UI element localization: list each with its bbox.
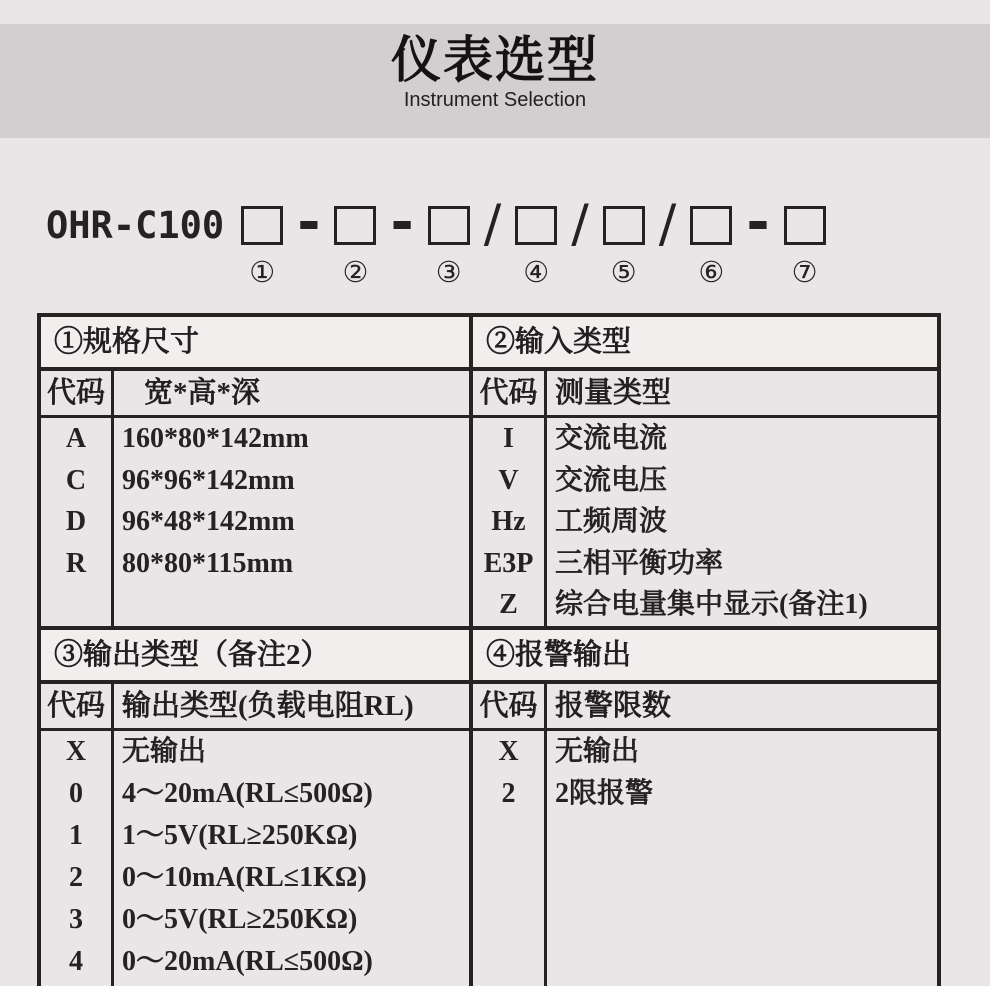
col-header-code: 代码 — [473, 371, 547, 415]
model-position-6 — [689, 206, 733, 287]
title-banner — [0, 24, 990, 138]
table-spec-size-title: ①规格尺寸 — [41, 317, 473, 367]
section-1-data-row — [41, 418, 937, 630]
digit-box-icon — [241, 206, 283, 245]
digit-box-icon — [690, 206, 732, 245]
position-number-5: ⑤ — [610, 255, 637, 289]
code-cell: V — [498, 464, 519, 496]
digit-box-icon — [334, 206, 376, 245]
desc-cell: 96*96*142mm — [122, 464, 295, 496]
position-number-4: ④ — [523, 255, 550, 289]
model-code-prefix: OHR-C100 — [46, 204, 225, 247]
digit-box-icon — [515, 206, 557, 245]
position-number-6: ⑥ — [698, 255, 725, 289]
code-cell: C — [65, 464, 87, 496]
col-header-code: 代码 — [41, 371, 114, 415]
model-position-7 — [783, 206, 827, 287]
desc-cell: 0～5V(RL≥250KΩ) — [122, 904, 358, 935]
digit-box-icon — [428, 206, 470, 245]
code-cell: D — [65, 506, 87, 538]
code-cell: 3 — [69, 904, 83, 935]
digit-box-icon — [784, 206, 826, 245]
selection-tables — [37, 313, 941, 986]
section-1-column-header-row — [41, 371, 937, 418]
section-2-data-row — [41, 731, 937, 986]
model-position-5 — [602, 206, 646, 287]
desc-cell: 交流电压 — [555, 464, 668, 496]
col-header-alarm-limits: 报警限数 — [555, 690, 672, 722]
table-alarm-output-title: ④报警输出 — [486, 639, 632, 671]
desc-cell: 0～10mA(RL≤1KΩ) — [122, 862, 367, 893]
col-header-code: 代码 — [473, 684, 547, 728]
col-header-dimensions: 宽*高*深 — [144, 377, 261, 409]
page-title: 仪表选型 — [391, 32, 599, 88]
dash-separator: - — [746, 190, 770, 255]
section-2-column-header-row — [41, 684, 937, 731]
desc-cell: 三相平衡功率 — [555, 547, 724, 579]
table-input-type-body — [473, 418, 933, 626]
code-cell: E3P — [483, 547, 534, 579]
page-subtitle: Instrument Selection — [403, 89, 587, 111]
digit-box-icon — [603, 206, 645, 245]
table-input-type-title: ②输入类型 — [486, 326, 632, 358]
position-number-3: ③ — [435, 255, 462, 289]
code-cell: A — [65, 423, 87, 454]
col-header-output-type: 输出类型(负载电阻RL) — [122, 690, 414, 722]
code-cell: Hz — [491, 506, 526, 538]
desc-cell: 综合电量集中显示(备注1) — [555, 589, 868, 621]
slash-separator: / — [571, 194, 589, 254]
code-cell: X — [498, 736, 519, 767]
desc-cell: 交流电流 — [555, 423, 668, 454]
section-2-header-row — [41, 630, 937, 684]
table-output-type-title: ③输出类型（备注2） — [41, 630, 473, 680]
code-cell: 1 — [69, 820, 83, 851]
code-cell: X — [65, 736, 87, 767]
code-cell: I — [503, 423, 514, 454]
code-cell: 2 — [69, 862, 83, 893]
desc-cell: 无输出 — [122, 736, 207, 767]
code-cell: 4 — [69, 946, 83, 977]
table-alarm-output-body — [473, 731, 933, 986]
col-header-measure-type: 测量类型 — [555, 377, 672, 409]
desc-cell: 4～20mA(RL≤500Ω) — [122, 778, 373, 809]
col-header-code: 代码 — [41, 684, 114, 728]
desc-cell: 160*80*142mm — [122, 423, 309, 454]
desc-cell: 96*48*142mm — [122, 506, 295, 538]
slash-separator: / — [483, 194, 502, 254]
model-code-line — [46, 190, 827, 289]
code-cell: R — [65, 547, 87, 579]
table-output-type-body — [41, 731, 473, 986]
model-position-3 — [427, 206, 471, 287]
desc-cell: 2限报警 — [555, 778, 654, 809]
desc-cell: 80*80*115mm — [122, 547, 294, 579]
position-number-2: ② — [342, 255, 369, 289]
model-position-1 — [240, 206, 284, 287]
code-cell: 0 — [69, 778, 83, 809]
dash-separator: - — [297, 190, 321, 255]
table-spec-size-body — [41, 418, 473, 626]
code-cell: Z — [499, 589, 518, 621]
desc-cell: 工频周波 — [555, 506, 668, 538]
dash-separator: - — [390, 190, 414, 255]
slash-separator: / — [658, 194, 677, 254]
position-number-7: ⑦ — [791, 255, 818, 289]
model-position-4 — [514, 206, 558, 287]
section-1-header-row — [41, 317, 937, 371]
position-number-1: ① — [249, 255, 276, 289]
desc-cell: 无输出 — [555, 736, 640, 767]
code-cell: 2 — [501, 778, 516, 809]
desc-cell: 1～5V(RL≥250KΩ) — [122, 820, 358, 851]
model-position-2 — [333, 206, 377, 287]
desc-cell: 0～20mA(RL≤500Ω) — [122, 946, 373, 977]
